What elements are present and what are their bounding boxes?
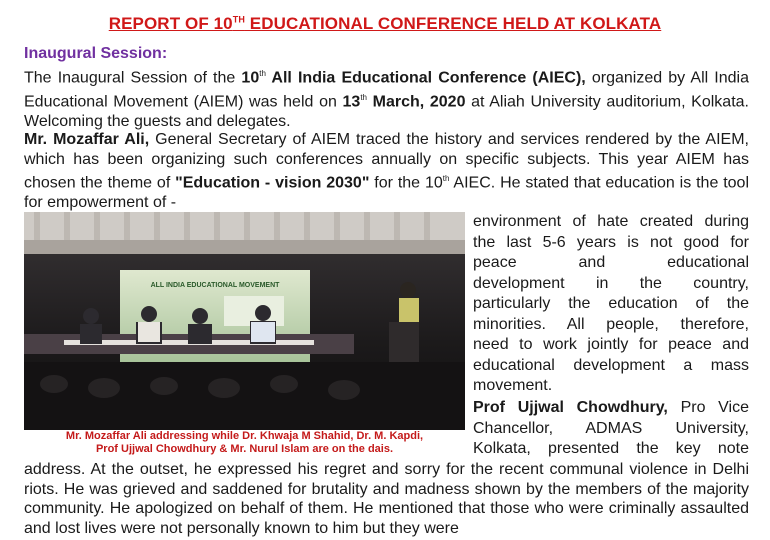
para-text: at Aliah University auditorium, Kolkata. Welcoming the guests and delegates. [24, 93, 749, 130]
report-title [0, 14, 770, 34]
para-bold: 10 [241, 69, 260, 87]
side-line: the last 5-6 years is not good for [473, 233, 749, 251]
caption-line: Mr. Mozaffar Ali addressing while Dr. Khwaja M Shahid, Dr. M. Kapdi, [65, 430, 424, 442]
side-text-ujjwal-chowdhury [473, 398, 749, 460]
photo-caption [24, 430, 465, 458]
para-text: organized by All India Educational Movement (AIEM) was held on [24, 69, 749, 111]
para-bold: All India Educational Conference (AIEC), [265, 69, 586, 87]
side-line: environment of hate created during [473, 213, 749, 230]
side-line: Chancellor, ADMAS University, [473, 419, 749, 437]
side-text: Pro Vice [667, 399, 749, 416]
para-sup: th [442, 174, 450, 183]
side-line: peace and educational [473, 254, 749, 271]
para-bold: "Education - vision 2030" [175, 174, 370, 192]
para-text: The Inaugural Session of the [24, 69, 242, 87]
para-text: AIEC. He stated that education is the tool for empowerment of - [24, 174, 750, 211]
conference-photo [24, 212, 465, 430]
side-line: educational development a mass [473, 356, 749, 374]
speaker-name: Prof Ujjwal Chowdhury, [473, 399, 668, 416]
title-text-rest: EDUCATIONAL CONFERENCE HELD AT KOLKATA [244, 14, 662, 33]
para-bold: March, 2020 [367, 93, 466, 111]
para-sup: th [360, 92, 367, 102]
title-superscript: TH [232, 14, 245, 25]
paragraph-inaugural [24, 64, 749, 131]
side-line: need to work jointly for peace and [473, 336, 749, 353]
para-text: General Secretary of AIEM traced the history and services rendered by the AIEM, which has been organizing such conferences annually on specific subjects. This year AIEM has chosen the theme of [24, 131, 749, 192]
caption-line: Prof Ujjwal Chowdhury & Mr. Nurul Islam are on the dais. [95, 443, 394, 455]
side-line: particularly the education of the [473, 295, 749, 312]
para-text: for the 10 [369, 174, 443, 192]
side-text-environment [473, 212, 749, 397]
section-heading: Inaugural Session: [24, 45, 168, 62]
side-line [473, 398, 749, 419]
para-bold: 13 [342, 93, 361, 111]
para-bold: Mr. Mozaffar Ali, [24, 131, 150, 148]
title-text: REPORT OF 10 [108, 14, 233, 33]
paragraph-keynote: address. At the outset, he expressed his regret and sorry for the recent communal violence in Delhi riots. He was grieved and saddened for brutality and madness shown by the members of the majority community. He apologized on behalf of them. He mentioned that those who were criminally assaulted and lost lives were not personally known to him but they were [24, 461, 749, 537]
side-line: minorities. All people, therefore, [473, 315, 749, 333]
banner-text: ALL INDIA EDUCATIONAL MOVEMENT [150, 282, 280, 289]
stage-illustration [24, 212, 465, 430]
side-line: development in the country, [473, 274, 749, 292]
side-line: Kolkata, presented the key note [473, 440, 749, 457]
side-line: movement. [473, 377, 553, 394]
paragraph-mozaffar-ali [24, 130, 749, 212]
para-sup: th [259, 69, 266, 78]
